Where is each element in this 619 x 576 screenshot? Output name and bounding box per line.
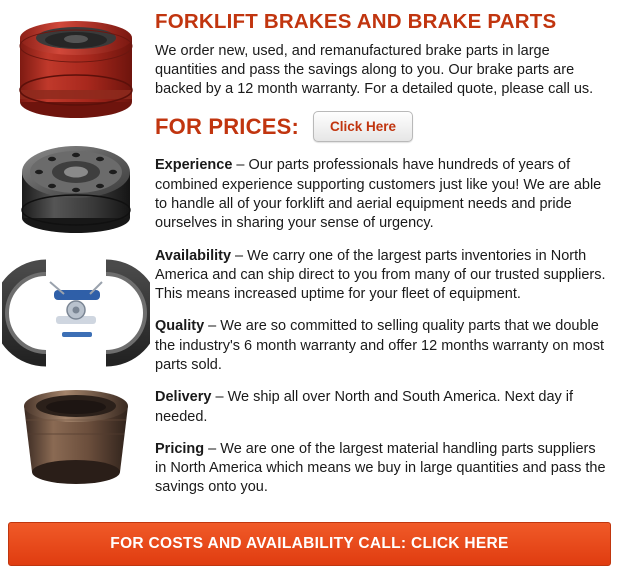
- brake-drum-black-photo: [2, 132, 150, 250]
- product-image-column: [0, 6, 155, 498]
- section-term-availability: Availability: [155, 247, 232, 264]
- section-term-pricing: Pricing: [155, 440, 205, 457]
- section-quality: [155, 317, 607, 375]
- section-text-availability: We carry one of the largest parts inventories in North America and can ship direct to you from many of our trusted suppliers. This means increased uptime for your fleet of equipment.: [155, 247, 606, 303]
- section-delivery: [155, 388, 607, 427]
- section-availability: [155, 247, 607, 305]
- section-text-experience: Our parts professionals have hundreds of years of combined experience supporting customers just like you! We are able to handle all of your forklift and aerial equipment needs and pride ourselves in sharing your sense of urgency.: [155, 157, 602, 232]
- for-prices-label: FOR PRICES:: [155, 113, 299, 139]
- section-text-pricing: We are one of the largest material handling parts suppliers in North America which means we buy in large quantities and pass the savings onto you.: [155, 440, 606, 496]
- page-title: FORKLIFT BRAKES AND BRAKE PARTS: [155, 10, 557, 33]
- brake-drum-red-photo: [2, 10, 150, 128]
- brake-shoes-photo: [2, 254, 150, 372]
- section-term-delivery: Delivery: [155, 389, 212, 406]
- brake-drum-bronze-photo: [2, 376, 150, 494]
- section-dash-quality: –: [204, 318, 221, 335]
- intro-paragraph: We order new, used, and remanufactured brake parts in large quantities and pass the savings along to you. Our brake parts are backed by a 12 month warranty. For a detailed quote, please call us.: [155, 42, 594, 98]
- section-text-delivery: We ship all over North and South America. Next day if needed.: [155, 389, 574, 425]
- section-text-quality: We are so committed to selling quality parts that we double the industry's 6 month warranty and offer 12 months warranty on most parts sold.: [155, 318, 604, 373]
- click-here-button[interactable]: Click Here: [313, 111, 413, 142]
- section-dash-delivery: –: [211, 389, 228, 406]
- section-pricing: [155, 440, 607, 498]
- section-dash-availability: –: [231, 247, 248, 264]
- section-term-quality: Quality: [155, 318, 205, 335]
- section-dash-pricing: –: [204, 440, 221, 457]
- section-term-experience: Experience: [155, 157, 233, 174]
- prices-cta-row: [155, 111, 607, 142]
- section-dash-experience: –: [232, 157, 249, 174]
- footer-call-banner[interactable]: FOR COSTS AND AVAILABILITY CALL: CLICK HERE: [8, 522, 611, 566]
- section-experience: [155, 156, 607, 233]
- text-content-column: [155, 6, 619, 498]
